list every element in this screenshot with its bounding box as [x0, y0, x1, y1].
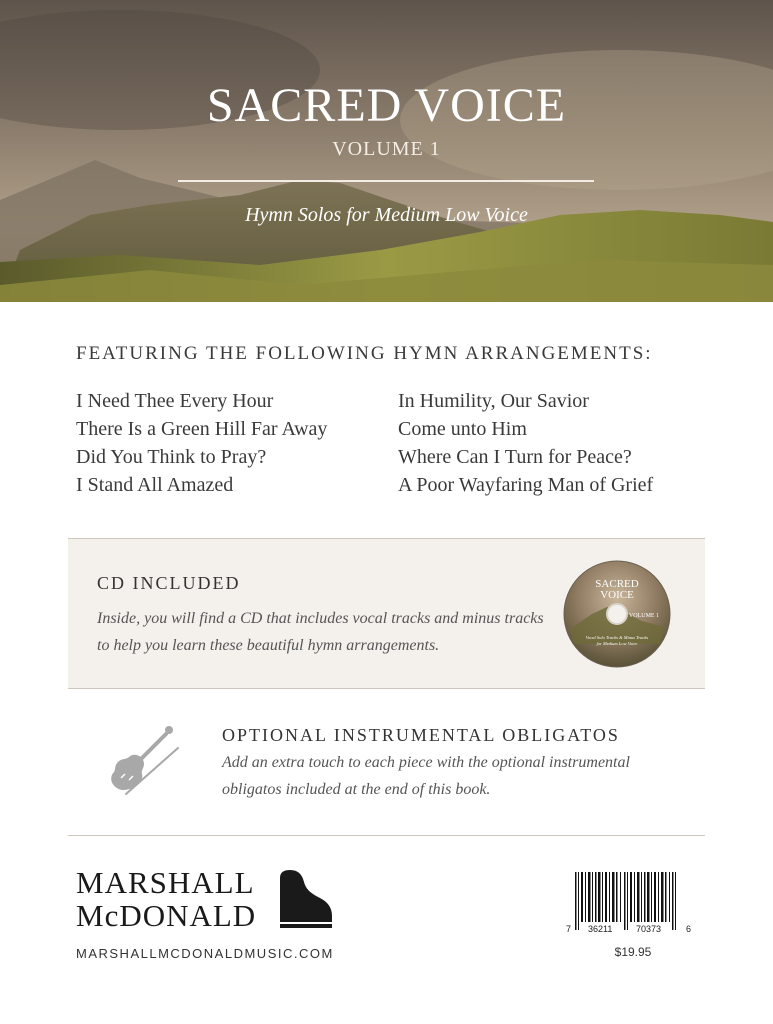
barcode-icon [566, 872, 696, 936]
hymn-item: Where Can I Turn for Peace? [398, 446, 632, 468]
hymn-list-right [398, 387, 653, 499]
brand-line-2: McDONALD [76, 898, 257, 933]
disc-title-1: SACRED [595, 578, 639, 590]
cd-description: Inside, you will find a CD that includes vocal tracks and minus tracks to help you learn these beautiful hymn arrangements. [97, 610, 544, 654]
publisher-website: MARSHALLMCDONALDMUSIC.COM [76, 946, 334, 961]
hymn-item: I Stand All Amazed [76, 474, 234, 496]
hymn-item: Come unto Him [398, 418, 527, 440]
featuring-heading: FEATURING THE FOLLOWING HYMN ARRANGEMENTS: [76, 343, 653, 364]
book-title: SACRED VOICE [206, 79, 567, 132]
disc-caption-2: for Medium Low Voice [596, 641, 638, 646]
hymn-item: A Poor Wayfaring Man of Grief [398, 474, 654, 496]
disc-caption-1: Vocal Solo Tracks & Minus Tracks [585, 635, 649, 640]
hymn-item: In Humility, Our Savior [398, 390, 589, 412]
cd-included-box [68, 538, 705, 689]
piano-icon [278, 868, 334, 930]
obligatos-heading: OPTIONAL INSTRUMENTAL OBLIGATOS [222, 725, 620, 745]
barcode-digits-2: 36211 [588, 924, 613, 934]
book-subtitle: Hymn Solos for Medium Low Voice [245, 204, 528, 226]
brand-line-1: MARSHALL [76, 865, 255, 900]
disc-title-2: VOICE [600, 589, 634, 601]
hymn-item: I Need Thee Every Hour [76, 390, 274, 412]
hymn-item: Did You Think to Pray? [76, 446, 267, 468]
barcode-digits-1: 7 [566, 924, 572, 934]
hymn-list-left [76, 387, 327, 499]
obligatos-description: Add an extra touch to each piece with the optional instrumental obligatos included at the end of this book. [222, 754, 630, 798]
barcode-digits-3: 70373 [636, 924, 662, 934]
publisher-logo-text [76, 866, 256, 932]
volume-label: VOLUME 1 [332, 138, 441, 160]
cd-icon [562, 559, 672, 669]
hymn-item: There Is a Green Hill Far Away [76, 418, 328, 440]
title-divider [178, 180, 594, 182]
disc-volume: VOLUME 1 [628, 613, 660, 619]
cd-heading: CD INCLUDED [97, 573, 241, 593]
footer-divider [68, 835, 705, 836]
hero-banner [0, 0, 773, 302]
barcode-digits-4: 6 [686, 924, 692, 934]
price-label: $19.95 [614, 945, 652, 959]
violin-icon [104, 720, 180, 796]
